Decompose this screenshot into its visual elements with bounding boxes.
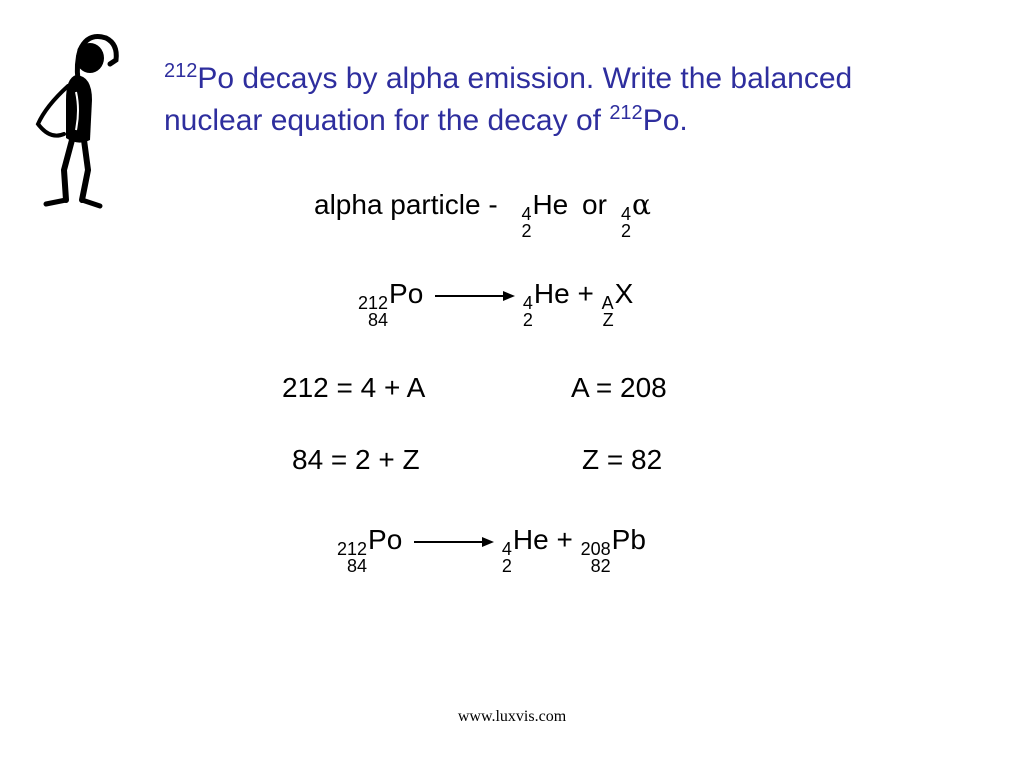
title-line-2 bbox=[164, 100, 852, 142]
product1-mass: 4 bbox=[522, 293, 533, 313]
helium-nuclide bbox=[521, 189, 568, 240]
product-unknown bbox=[602, 278, 634, 329]
final-reactant-nuclide bbox=[337, 524, 402, 575]
title-mass-number-2: 212 bbox=[609, 102, 643, 124]
title-line-1 bbox=[164, 58, 852, 100]
product2-symbol: X bbox=[614, 278, 634, 309]
final-product2-mass: 208 bbox=[580, 539, 611, 559]
title-text-1: Po decays by alpha emission. Write the balanced bbox=[197, 62, 853, 95]
final-reactant-symbol: Po bbox=[368, 524, 403, 555]
final-plus-sign: + bbox=[556, 524, 573, 555]
plus-sign: + bbox=[577, 278, 594, 309]
product1-atomic: 2 bbox=[522, 310, 533, 330]
mass-balance-result: A = 208 bbox=[571, 372, 667, 403]
decay-equation-general bbox=[358, 278, 633, 329]
title-mass-number: 212 bbox=[164, 60, 198, 82]
reactant-nuclide bbox=[358, 278, 423, 329]
alpha-atomic: 2 bbox=[620, 221, 631, 241]
final-reactant-mass: 212 bbox=[337, 539, 368, 559]
decay-equation-final bbox=[337, 524, 646, 575]
title-symbol-2: Po. bbox=[642, 104, 688, 137]
alpha-mass: 4 bbox=[620, 204, 631, 224]
charge-balance-equation: 84 = 2 + Z bbox=[292, 444, 420, 475]
slide-title bbox=[164, 58, 852, 142]
alpha-label: alpha particle - bbox=[314, 189, 506, 220]
final-product-lead bbox=[581, 524, 646, 575]
alpha-nuclide bbox=[621, 189, 651, 240]
charge-balance-result: Z = 82 bbox=[582, 444, 663, 475]
he-mass: 4 bbox=[521, 204, 532, 224]
alpha-definition bbox=[314, 189, 651, 240]
mass-balance-equation: 212 = 4 + A bbox=[282, 372, 426, 403]
final-reaction-arrow-icon bbox=[410, 535, 494, 549]
final-reactant-atomic: 84 bbox=[347, 556, 368, 576]
reactant-mass: 212 bbox=[358, 293, 389, 313]
footer-url: www.luxvis.com bbox=[457, 708, 567, 725]
title-text-2: nuclear equation for the decay of bbox=[164, 104, 610, 137]
reaction-arrow-icon bbox=[431, 289, 515, 303]
reactant-atomic: 84 bbox=[368, 310, 389, 330]
final-product2-atomic: 82 bbox=[590, 556, 611, 576]
he-atomic: 2 bbox=[521, 221, 532, 241]
thinking-figure-icon bbox=[18, 20, 128, 215]
he-symbol: He bbox=[532, 189, 569, 220]
final-product1-symbol: He bbox=[512, 524, 549, 555]
product2-mass: A bbox=[601, 293, 614, 313]
final-product-helium bbox=[502, 524, 549, 575]
product2-atomic: Z bbox=[602, 310, 614, 330]
final-product2-symbol: Pb bbox=[611, 524, 646, 555]
final-product1-mass: 4 bbox=[501, 539, 512, 559]
or-text: or bbox=[582, 189, 607, 220]
product1-symbol: He bbox=[533, 278, 570, 309]
alpha-symbol: α bbox=[631, 188, 651, 221]
final-product1-atomic: 2 bbox=[501, 556, 512, 576]
reactant-symbol: Po bbox=[389, 278, 424, 309]
product-helium bbox=[523, 278, 570, 329]
